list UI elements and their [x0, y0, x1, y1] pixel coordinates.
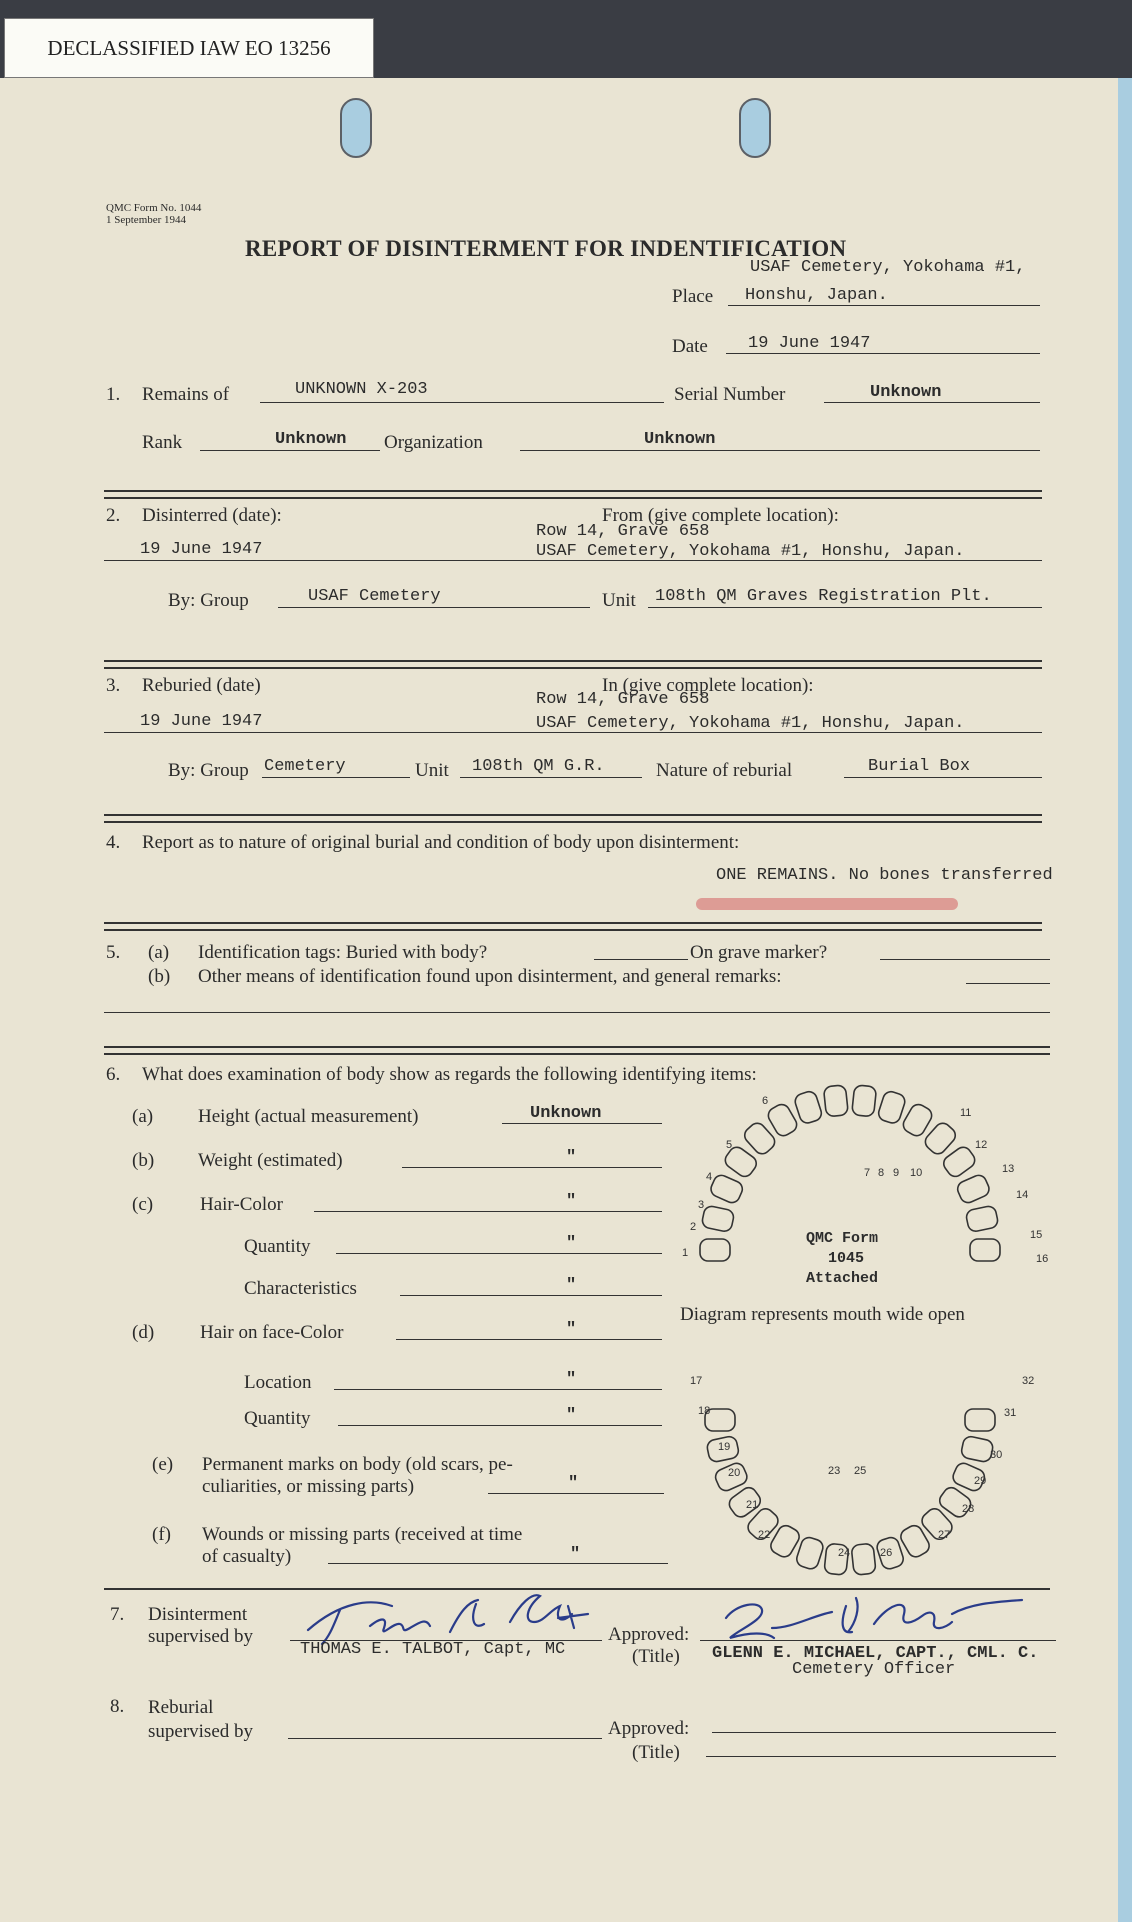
- section-number: 1.: [106, 384, 121, 405]
- group-underline: [278, 607, 590, 608]
- section-divider: [104, 660, 1042, 669]
- section-divider: [104, 922, 1042, 931]
- place-label: Place: [672, 286, 714, 307]
- group-underline: [262, 777, 410, 778]
- section-number: 7.: [110, 1604, 125, 1625]
- tooth-number: 24: [838, 1547, 851, 1559]
- burial-report-value: ONE REMAINS. No bones transferred: [716, 866, 1053, 885]
- unit-value: 108th QM G.R.: [472, 757, 605, 776]
- title-label: (Title): [632, 1646, 680, 1667]
- approved-label: Approved:: [608, 1718, 690, 1739]
- struck-out-text: [278, 868, 680, 884]
- item-label: Characteristics: [244, 1278, 357, 1299]
- item-underline: [396, 1339, 662, 1340]
- nature-label: Nature of reburial: [656, 760, 793, 781]
- supervisor-name: THOMAS E. TALBOT, Capt, MC: [300, 1640, 566, 1659]
- item-label: Hair on face-Color: [200, 1322, 344, 1343]
- item-label: Hair-Color: [200, 1194, 283, 1215]
- disinterred-date-value: 19 June 1947: [140, 540, 263, 559]
- remarks-underline: [104, 1012, 1050, 1013]
- item-value: ": [566, 1234, 577, 1253]
- permanent-marks-label: Permanent marks on body (old scars, pe-: [202, 1454, 513, 1475]
- approved-label: Approved:: [608, 1624, 690, 1645]
- item-underline: [502, 1123, 662, 1124]
- nature-value: Burial Box: [868, 757, 971, 776]
- approver-name: GLENN E. MICHAEL, CAPT., CML. C.: [712, 1644, 1039, 1663]
- item-underline: [336, 1253, 662, 1254]
- tooth-number: 10: [910, 1167, 923, 1179]
- wounds-underline: [328, 1563, 668, 1564]
- group-value: Cemetery: [264, 757, 346, 776]
- tooth-number: 22: [758, 1529, 771, 1541]
- tooth-number: 32: [1022, 1375, 1035, 1387]
- item-underline: [402, 1167, 662, 1168]
- item-value: ": [566, 1320, 577, 1339]
- wounds-label: Wounds or missing parts (received at time: [202, 1524, 523, 1545]
- section-divider: [104, 490, 1042, 499]
- section-divider: [104, 1046, 1050, 1055]
- tooth-number: 19: [718, 1441, 731, 1453]
- rank-label: Rank: [142, 432, 183, 453]
- organization-underline: [520, 450, 1040, 451]
- tooth-number: 2: [690, 1221, 697, 1233]
- item-value: ": [566, 1276, 577, 1295]
- tooth-number: 20: [728, 1467, 741, 1479]
- item-label: Quantity: [244, 1408, 311, 1429]
- unit-label: Unit: [602, 590, 636, 611]
- id-tags-label: Identification tags: Buried with body?: [198, 942, 488, 963]
- date-label: Date: [672, 336, 708, 357]
- date-value: 19 June 1947: [748, 334, 871, 353]
- approver-underline: [700, 1640, 1056, 1641]
- by-group-label: By: Group: [168, 590, 249, 611]
- item-value: ": [566, 1192, 577, 1211]
- wounds-label2: of casualty): [202, 1546, 292, 1567]
- from-location-line1: Row 14, Grave 658: [536, 522, 710, 541]
- place-line1: USAF Cemetery, Yokohama #1,: [750, 258, 1026, 277]
- item-marker: (a): [148, 942, 170, 963]
- punch-hole: [340, 98, 372, 158]
- organization-value: Unknown: [644, 430, 716, 449]
- other-means-underline: [966, 983, 1050, 984]
- remains-value: UNKNOWN X-203: [295, 380, 428, 399]
- item-marker: (b): [132, 1150, 155, 1171]
- unit-label: Unit: [415, 760, 449, 781]
- signature-michael: [706, 1588, 1046, 1648]
- tooth-number: 16: [1036, 1253, 1049, 1265]
- permanent-marks-label2: culiarities, or missing parts): [202, 1476, 415, 1497]
- disinterred-label: Disinterred (date):: [142, 505, 282, 526]
- tooth-number: 3: [698, 1199, 705, 1211]
- item-value: Unknown: [530, 1104, 602, 1123]
- item-marker: (e): [152, 1454, 174, 1475]
- item-label: Weight (estimated): [198, 1150, 343, 1171]
- section-divider: [104, 814, 1042, 823]
- burial-report-label: Report as to nature of original burial and condition of body upon disinterment:: [142, 832, 740, 853]
- tooth-number: 18: [698, 1405, 711, 1417]
- section-number: 5.: [106, 942, 121, 963]
- serial-label: Serial Number: [674, 384, 786, 405]
- reburied-label: Reburied (date): [142, 675, 261, 696]
- place-underline: [728, 305, 1040, 306]
- serial-underline: [824, 402, 1040, 403]
- unit-value: 108th QM Graves Registration Plt.: [655, 587, 992, 606]
- remains-label: Remains of: [142, 384, 230, 405]
- permanent-marks-underline: [488, 1493, 664, 1494]
- approver-title: Cemetery Officer: [792, 1660, 956, 1679]
- tooth-number: 21: [746, 1499, 759, 1511]
- wounds-value: ": [570, 1545, 581, 1564]
- item-marker: (c): [132, 1194, 154, 1215]
- tooth-number: 27: [938, 1529, 951, 1541]
- reburied-date-value: 19 June 1947: [140, 712, 263, 731]
- tooth-number: 31: [1004, 1407, 1017, 1419]
- item-underline: [334, 1389, 662, 1390]
- tooth-number: 4: [706, 1171, 713, 1183]
- tooth-number: 11: [960, 1107, 972, 1119]
- section-number: 2.: [106, 505, 121, 526]
- declassified-tag: DECLASSIFIED IAW EO 13256: [4, 18, 374, 78]
- tooth-number: 5: [726, 1139, 733, 1151]
- tooth-number: 26: [880, 1547, 893, 1559]
- rank-underline: [200, 450, 380, 451]
- in-location-label: In (give complete location):: [602, 675, 814, 696]
- in-location-line1: Row 14, Grave 658: [536, 690, 710, 709]
- date-underline: [726, 353, 1040, 354]
- item-underline: [400, 1295, 662, 1296]
- reburial-label: Reburial supervised by: [148, 1697, 254, 1742]
- form-title: REPORT OF DISINTERMENT FOR INDENTIFICATION: [245, 236, 847, 261]
- item-marker: (b): [148, 966, 171, 987]
- red-pencil-mark: [696, 898, 958, 910]
- tooth-number: 17: [690, 1375, 703, 1387]
- tooth-number: 8: [878, 1167, 885, 1179]
- section-number: 4.: [106, 832, 121, 853]
- item-marker: (a): [132, 1106, 154, 1127]
- tooth-number: 9: [893, 1167, 900, 1179]
- punch-hole: [739, 98, 771, 158]
- grave-marker-label: On grave marker?: [690, 942, 828, 963]
- qmc-stamp-line2: 1045: [828, 1250, 865, 1267]
- disinterment-label: Disinterment supervised by: [148, 1604, 254, 1647]
- item-value: ": [566, 1406, 577, 1425]
- tooth-number: 25: [854, 1465, 867, 1477]
- tooth-number: 28: [962, 1503, 975, 1515]
- item-marker: (d): [132, 1322, 155, 1343]
- organization-label: Organization: [384, 432, 483, 453]
- from-location-line2: USAF Cemetery, Yokohama #1, Honshu, Japan.: [536, 542, 965, 561]
- tooth-number: 23: [828, 1465, 841, 1477]
- rank-value: Unknown: [275, 430, 347, 449]
- supervisor-underline: [290, 1640, 602, 1641]
- id-tags-underline: [594, 959, 688, 960]
- tooth-number: 1: [682, 1247, 689, 1259]
- nature-underline: [844, 777, 1042, 778]
- from-location-label: From (give complete location):: [602, 505, 839, 526]
- tooth-number: 29: [974, 1475, 987, 1487]
- tooth-number: 6: [762, 1095, 769, 1107]
- section-number: 8.: [110, 1696, 125, 1717]
- item-label: Quantity: [244, 1236, 311, 1257]
- reburial-underline: [288, 1738, 602, 1739]
- reburied-underline: [104, 732, 1042, 733]
- place-line2: Honshu, Japan.: [745, 286, 888, 305]
- item-underline: [338, 1425, 662, 1426]
- tooth-number: 14: [1016, 1189, 1029, 1201]
- section-number: 6.: [106, 1064, 121, 1085]
- disinterred-underline: [104, 560, 1042, 561]
- unit-underline: [460, 777, 642, 778]
- in-location-line2: USAF Cemetery, Yokohama #1, Honshu, Japan.: [536, 714, 965, 733]
- other-means-label: Other means of identification found upon disinterment, and general remarks:: [198, 966, 782, 987]
- tooth-number: 12: [975, 1139, 988, 1151]
- remains-underline: [260, 402, 664, 403]
- group-value: USAF Cemetery: [308, 587, 441, 606]
- item-label: Height (actual measurement): [198, 1106, 419, 1127]
- qmc-stamp-line3: Attached: [806, 1270, 879, 1287]
- unit-underline: [648, 607, 1042, 608]
- form-number: QMC Form No. 1044 1 September 1944: [106, 202, 202, 226]
- tooth-number: 13: [1002, 1163, 1015, 1175]
- approved-underline: [712, 1732, 1056, 1733]
- item-value: ": [566, 1148, 577, 1167]
- by-group-label: By: Group: [168, 760, 249, 781]
- title-label: (Title): [632, 1742, 680, 1763]
- qmc-stamp-line1: QMC Form: [806, 1230, 879, 1247]
- permanent-marks-value: ": [568, 1474, 579, 1493]
- tooth-number: 15: [1030, 1229, 1043, 1241]
- item-label: Location: [244, 1372, 312, 1393]
- serial-value: Unknown: [870, 383, 942, 402]
- title-underline: [706, 1756, 1056, 1757]
- grave-marker-underline: [880, 959, 1050, 960]
- item-marker: (f): [152, 1524, 171, 1545]
- section-number: 3.: [106, 675, 121, 696]
- diagram-caption: Diagram represents mouth wide open: [680, 1304, 965, 1325]
- tooth-number: 30: [990, 1449, 1003, 1461]
- examination-label: What does examination of body show as regards the following identifying items:: [142, 1064, 757, 1085]
- tooth-number: 7: [864, 1167, 871, 1179]
- item-underline: [314, 1211, 662, 1212]
- item-value: ": [566, 1370, 577, 1389]
